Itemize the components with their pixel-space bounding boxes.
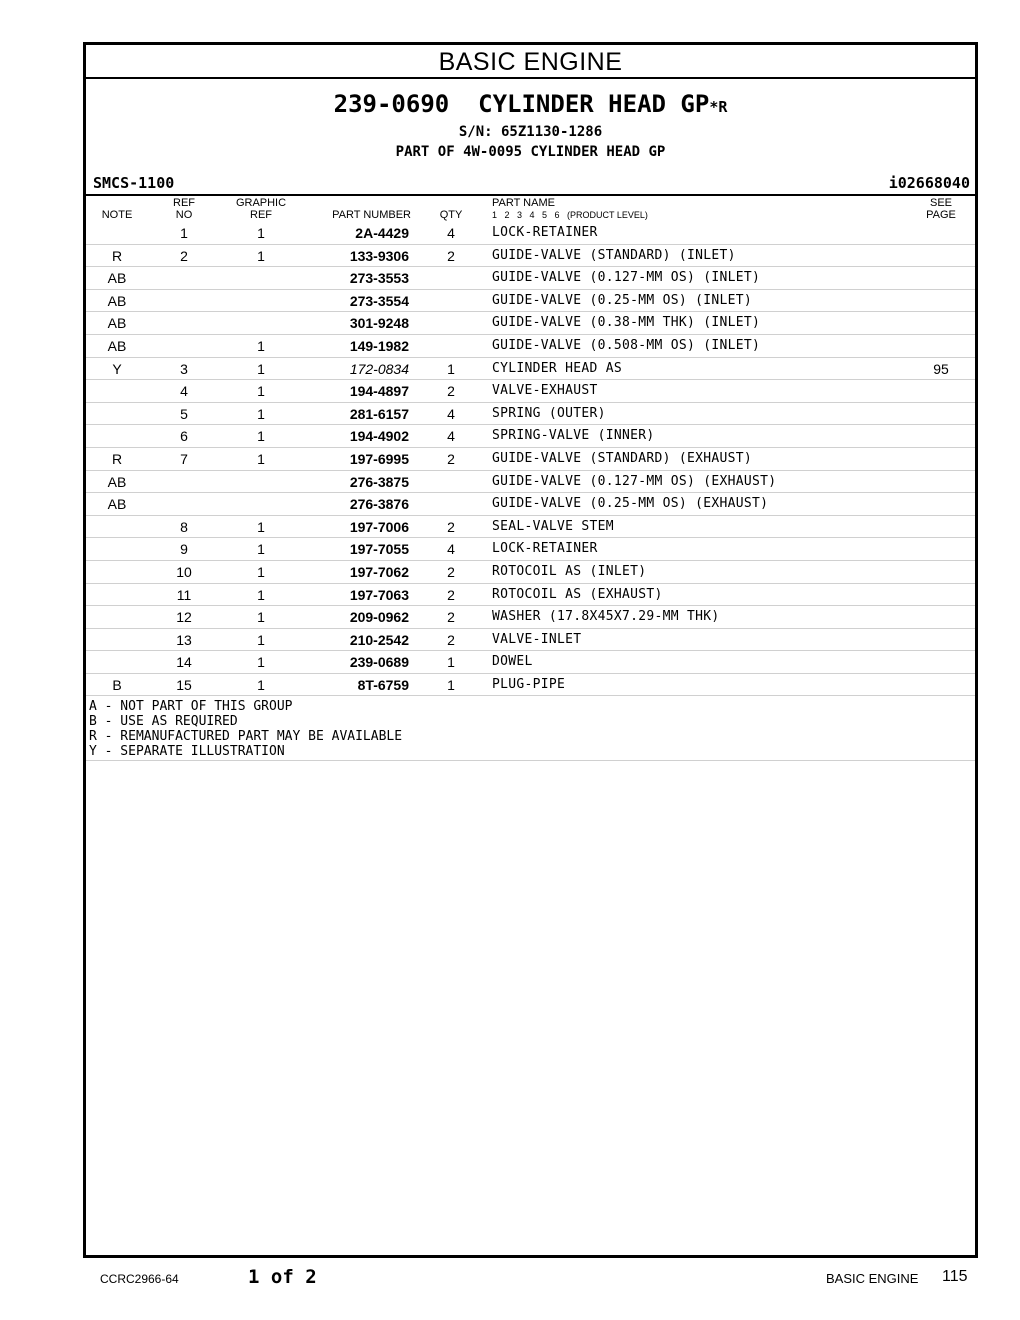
note-cell: AB: [107, 270, 127, 287]
graphic-ref-cell: 1: [257, 631, 265, 648]
graphic-ref-cell: 1: [257, 541, 265, 558]
part-name-cell: PLUG-PIPE: [492, 676, 566, 692]
note-cell: R: [111, 247, 123, 264]
table-row: [86, 312, 975, 335]
graphic-ref-cell: 1: [257, 337, 265, 354]
qty-cell: 2: [447, 586, 455, 603]
col-gref-bottom: REF: [250, 209, 272, 221]
table-row: [86, 222, 975, 245]
table-row: [86, 629, 975, 652]
group-suffix: *R: [709, 98, 728, 116]
col-see-top: SEE: [929, 197, 952, 209]
footer-page-number: 115: [942, 1268, 968, 1285]
page-footer: [0, 1266, 1020, 1290]
note-cell: AB: [107, 292, 127, 309]
legend-line: A - NOT PART OF THIS GROUP: [89, 699, 293, 715]
ref-no-cell: 12: [176, 609, 192, 626]
part-number-cell: 210-2542: [349, 631, 409, 648]
col-ref-top: REF: [173, 197, 195, 209]
ref-no-cell: 5: [180, 405, 188, 422]
ref-no-cell: 13: [176, 631, 192, 648]
ref-no-cell: 9: [180, 541, 188, 558]
ref-no-cell: 15: [176, 676, 192, 693]
qty-cell: 2: [447, 609, 455, 626]
column-header: [86, 196, 975, 222]
footer-code: CCRC2966-64: [100, 1272, 179, 1286]
part-name-cell: ROTOCOIL AS (INLET): [492, 563, 647, 579]
col-part-name: PART NAME: [492, 197, 555, 209]
part-name-cell: GUIDE-VALVE (STANDARD) (EXHAUST): [492, 450, 753, 466]
see-page-cell: 95: [933, 360, 949, 377]
graphic-ref-cell: 1: [257, 563, 265, 580]
note-cell: AB: [107, 315, 127, 332]
part-number-cell: 172-0834: [349, 360, 409, 377]
parts-list-frame: [83, 42, 978, 1258]
table-row: [86, 471, 975, 494]
part-number-cell: 149-1982: [349, 337, 409, 354]
table-row: [86, 584, 975, 607]
graphic-ref-cell: 1: [257, 360, 265, 377]
graphic-ref-cell: 1: [257, 676, 265, 693]
ref-no-cell: 10: [176, 563, 192, 580]
qty-cell: 1: [447, 654, 455, 671]
group-number: 239-0690: [333, 90, 450, 118]
part-name-cell: SPRING-VALVE (INNER): [492, 428, 655, 444]
part-name-cell: GUIDE-VALVE (0.127-MM OS) (EXHAUST): [492, 473, 777, 489]
part-number-cell: 273-3553: [349, 270, 409, 287]
part-number-cell: 301-9248: [349, 315, 409, 332]
part-number-cell: 133-9306: [349, 247, 409, 264]
legend-line: R - REMANUFACTURED PART MAY BE AVAILABLE: [89, 729, 403, 745]
part-of: PART OF 4W-0095 CYLINDER HEAD GP: [395, 144, 666, 160]
note-cell: Y: [112, 360, 122, 377]
table-row: [86, 606, 975, 629]
graphic-ref-cell: 1: [257, 225, 265, 241]
graphic-ref-cell: 1: [257, 450, 265, 467]
part-number-cell: 197-6995: [349, 450, 409, 467]
graphic-ref-cell: 1: [257, 428, 265, 445]
graphic-ref-cell: 1: [257, 654, 265, 671]
section-title: BASIC ENGINE: [86, 45, 975, 79]
table-row: [86, 493, 975, 516]
part-name-cell: GUIDE-VALVE (STANDARD) (INLET): [492, 247, 736, 263]
qty-cell: 4: [447, 225, 455, 241]
group-title: [86, 90, 975, 121]
note-cell: AB: [107, 337, 127, 354]
qty-cell: 2: [447, 247, 455, 264]
part-number-cell: 197-7006: [349, 518, 409, 535]
col-see-bottom: PAGE: [926, 209, 956, 221]
col-qty: QTY: [439, 209, 463, 221]
table-row: [86, 380, 975, 403]
part-number-cell: 276-3875: [349, 473, 409, 490]
part-number-cell: 194-4897: [349, 383, 409, 400]
part-name-cell: GUIDE-VALVE (0.127-MM OS) (INLET): [492, 270, 761, 286]
col-ref-bottom: NO: [175, 209, 193, 221]
legend-line: B - USE AS REQUIRED: [89, 714, 238, 730]
part-name-cell: WASHER (17.8X45X7.29-MM THK): [492, 609, 720, 625]
qty-cell: 2: [447, 518, 455, 535]
note-cell: B: [112, 676, 122, 693]
part-number-cell: 281-6157: [349, 405, 409, 422]
table-row: [86, 425, 975, 448]
col-part-number: PART NUMBER: [332, 209, 411, 221]
legend-line: Y - SEPARATE ILLUSTRATION: [89, 744, 285, 760]
graphic-ref-cell: 1: [257, 405, 265, 422]
part-number-cell: 209-0962: [349, 609, 409, 626]
qty-cell: 2: [447, 563, 455, 580]
notes-legend: [86, 696, 975, 761]
table-row: [86, 448, 975, 471]
part-name-cell: DOWEL: [492, 654, 533, 670]
table-row: [86, 335, 975, 358]
graphic-ref-cell: 1: [257, 247, 265, 264]
smcs-code: SMCS-1100: [93, 174, 175, 192]
graphic-ref-cell: 1: [257, 383, 265, 400]
graphic-ref-cell: 1: [257, 518, 265, 535]
parts-table: [86, 222, 975, 696]
table-row: [86, 358, 975, 381]
part-name-cell: ROTOCOIL AS (EXHAUST): [492, 586, 663, 602]
ref-no-cell: 4: [180, 383, 188, 400]
part-number-cell: 197-7055: [349, 541, 409, 558]
table-row: [86, 674, 975, 697]
table-row: [86, 245, 975, 268]
part-name-cell: GUIDE-VALVE (0.25-MM OS) (INLET): [492, 292, 753, 308]
qty-cell: 4: [447, 541, 455, 558]
qty-cell: 2: [447, 383, 455, 400]
part-name-cell: GUIDE-VALVE (0.25-MM OS) (EXHAUST): [492, 496, 769, 512]
part-name-cell: VALVE-EXHAUST: [492, 383, 598, 399]
part-number-cell: 197-7063: [349, 586, 409, 603]
table-row: [86, 290, 975, 313]
table-row: [86, 651, 975, 674]
qty-cell: 1: [447, 676, 455, 693]
note-cell: AB: [107, 473, 127, 490]
part-name-cell: VALVE-INLET: [492, 631, 582, 647]
ref-no-cell: 14: [176, 654, 192, 671]
ref-no-cell: 2: [180, 247, 188, 264]
qty-cell: 2: [447, 450, 455, 467]
part-number-cell: 194-4902: [349, 428, 409, 445]
table-row: [86, 403, 975, 426]
part-name-cell: SPRING (OUTER): [492, 405, 606, 421]
part-name-cell: LOCK-RETAINER: [492, 225, 598, 240]
table-row: [86, 561, 975, 584]
qty-cell: 2: [447, 631, 455, 648]
smcs-row: [86, 172, 975, 196]
ref-no-cell: 11: [176, 586, 192, 603]
qty-cell: 4: [447, 405, 455, 422]
ref-no-cell: 6: [180, 428, 188, 445]
group-name: CYLINDER HEAD GP: [478, 90, 710, 118]
part-name-cell: GUIDE-VALVE (0.508-MM OS) (INLET): [492, 337, 761, 353]
part-name-cell: GUIDE-VALVE (0.38-MM THK) (INLET): [492, 315, 761, 331]
col-gref-top: GRAPHIC: [235, 197, 287, 209]
ref-no-cell: 7: [180, 450, 188, 467]
ref-no-cell: 1: [180, 225, 188, 241]
part-number-cell: 239-0689: [349, 654, 409, 671]
part-number-cell: 197-7062: [349, 563, 409, 580]
col-note: NOTE: [101, 209, 133, 221]
ref-no-cell: 3: [180, 360, 188, 377]
table-row: [86, 267, 975, 290]
qty-cell: 1: [447, 360, 455, 377]
part-number-cell: 8T-6759: [357, 676, 409, 693]
footer-page-of: 1 of 2: [248, 1266, 317, 1288]
note-cell: R: [111, 450, 123, 467]
graphic-ref-cell: 1: [257, 586, 265, 603]
part-number-cell: 2A-4429: [355, 225, 409, 241]
table-row: [86, 538, 975, 561]
table-row: [86, 516, 975, 539]
footer-section: BASIC ENGINE: [826, 1271, 919, 1286]
part-name-cell: CYLINDER HEAD AS: [492, 360, 623, 376]
ref-no-cell: 8: [180, 518, 188, 535]
note-cell: AB: [107, 496, 127, 513]
col-product-levels: 1 2 3 4 5 6 (PRODUCT LEVEL): [492, 210, 648, 220]
part-number-cell: 276-3876: [349, 496, 409, 513]
part-number-cell: 273-3554: [349, 292, 409, 309]
serial-number: S/N: 65Z1130-1286: [458, 124, 603, 140]
graphic-ref-cell: 1: [257, 609, 265, 626]
part-name-cell: LOCK-RETAINER: [492, 541, 598, 557]
part-name-cell: SEAL-VALVE STEM: [492, 518, 614, 534]
qty-cell: 4: [447, 428, 455, 445]
document-id: i02668040: [888, 174, 970, 192]
